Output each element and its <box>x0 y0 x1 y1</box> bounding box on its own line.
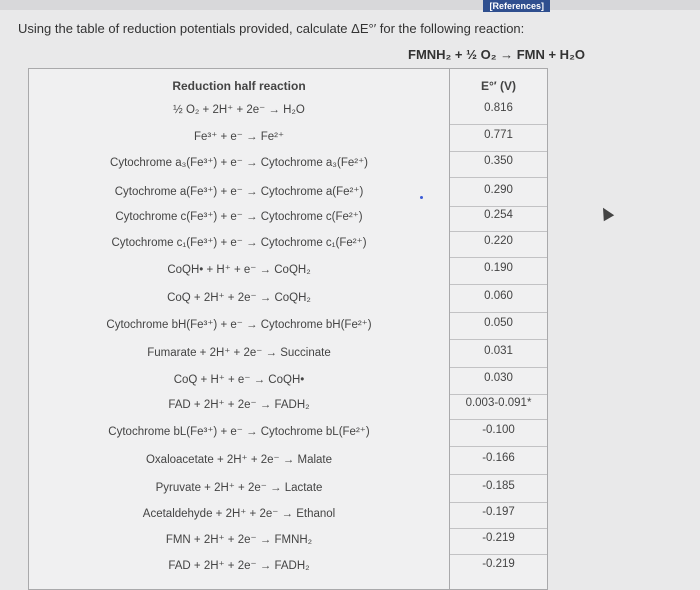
row-separator <box>450 528 547 529</box>
target-reaction: FMNH₂ + ½ O₂ → FMN + H₂O <box>408 47 585 62</box>
half-reaction-cell: FAD + 2H⁺ + 2e⁻ → FADH₂ <box>168 399 310 411</box>
row-separator <box>450 394 547 395</box>
row-separator <box>450 367 547 368</box>
table-row <box>29 558 547 580</box>
potential-cell: 0.050 <box>484 317 513 329</box>
table-row <box>29 532 547 554</box>
row-separator <box>450 257 547 258</box>
potential-cell: -0.197 <box>482 506 515 518</box>
row-separator <box>450 151 547 152</box>
row-separator <box>450 284 547 285</box>
potential-cell: 0.031 <box>484 345 513 357</box>
table-row <box>29 155 547 177</box>
row-separator <box>450 502 547 503</box>
potential-cell: 0.220 <box>484 235 513 247</box>
potential-cell: 0.003-0.091* <box>465 397 532 409</box>
potential-cell: 0.290 <box>484 184 513 196</box>
table-row <box>29 397 547 419</box>
row-separator <box>450 124 547 125</box>
potential-cell: -0.166 <box>482 452 515 464</box>
half-reaction-cell: Cytochrome bH(Fe³⁺) + e⁻ → Cytochrome bH(Fe²⁺) <box>106 319 372 331</box>
row-separator <box>450 312 547 313</box>
half-reaction-cell: Cytochrome c₁(Fe³⁺) + e⁻ → Cytochrome c₁(Fe²⁺) <box>111 237 367 249</box>
table-row <box>29 506 547 528</box>
potential-cell: 0.030 <box>484 372 513 384</box>
blue-dot <box>420 196 423 199</box>
table-row <box>29 209 547 231</box>
potential-cell: 0.190 <box>484 262 513 274</box>
table-row <box>29 129 547 151</box>
table-row <box>29 317 547 339</box>
row-separator <box>450 474 547 475</box>
potential-cell: 0.816 <box>484 102 513 114</box>
half-reaction-cell: Cytochrome bL(Fe³⁺) + e⁻ → Cytochrome bL(Fe²⁺) <box>108 426 370 438</box>
potential-cell: -0.100 <box>482 424 515 436</box>
half-reaction-cell: Oxaloacetate + 2H⁺ + 2e⁻ → Malate <box>145 454 333 466</box>
reduction-potential-table <box>28 68 548 590</box>
references-button[interactable]: [References] <box>483 0 550 12</box>
table-row <box>29 345 547 367</box>
table-row <box>29 372 547 394</box>
table-row <box>29 290 547 312</box>
table-row <box>29 452 547 474</box>
table-row <box>29 184 547 206</box>
half-reaction-cell: CoQH• + H⁺ + e⁻ → CoQH₂ <box>167 264 311 276</box>
top-bar <box>0 0 700 10</box>
row-separator <box>450 419 547 420</box>
potential-cell: 0.771 <box>484 129 513 141</box>
question-text: Using the table of reduction potentials provided, calculate ΔE°′ for the following reaction: <box>18 21 525 36</box>
potential-cell: -0.185 <box>482 480 515 492</box>
half-reaction-cell: ½ O₂ + 2H⁺ + 2e⁻ → H₂O <box>173 104 305 116</box>
table-row <box>29 480 547 502</box>
row-separator <box>450 206 547 207</box>
half-reaction-cell: Fumarate + 2H⁺ + 2e⁻ → Succinate <box>147 347 331 359</box>
row-separator <box>450 177 547 178</box>
half-reaction-cell: Cytochrome a(Fe³⁺) + e⁻ → Cytochrome a(Fe²⁺) <box>114 186 364 198</box>
header-potential: E°′ (V) <box>480 79 516 93</box>
potential-cell: -0.219 <box>482 532 515 544</box>
potential-cell: -0.219 <box>482 558 515 570</box>
half-reaction-cell: Acetaldehyde + 2H⁺ + 2e⁻ → Ethanol <box>142 508 336 520</box>
half-reaction-cell: Fe³⁺ + e⁻ → Fe²⁺ <box>193 131 285 143</box>
row-separator <box>450 339 547 340</box>
row-separator <box>450 554 547 555</box>
half-reaction-cell: FMN + 2H⁺ + 2e⁻ → FMNH₂ <box>165 534 313 546</box>
half-reaction-cell: Cytochrome c(Fe³⁺) + e⁻ → Cytochrome c(Fe²⁺) <box>115 211 363 223</box>
table-row <box>29 262 547 284</box>
table-row <box>29 424 547 446</box>
half-reaction-cell: CoQ + 2H⁺ + 2e⁻ → CoQH₂ <box>167 292 311 304</box>
mouse-cursor-icon <box>598 205 614 221</box>
half-reaction-cell: CoQ + H⁺ + e⁻ → CoQH• <box>173 374 305 386</box>
row-separator <box>450 231 547 232</box>
table-row <box>29 235 547 257</box>
potential-cell: 0.350 <box>484 155 513 167</box>
row-separator <box>450 446 547 447</box>
half-reaction-cell: Cytochrome a₃(Fe³⁺) + e⁻ → Cytochrome a₃(Fe²⁺) <box>110 157 368 169</box>
half-reaction-cell: Pyruvate + 2H⁺ + 2e⁻ → Lactate <box>155 482 323 494</box>
potential-cell: 0.060 <box>484 290 513 302</box>
potential-cell: 0.254 <box>484 209 513 221</box>
header-half-reaction: Reduction half reaction <box>172 79 306 93</box>
table-row <box>29 102 547 124</box>
half-reaction-cell: FAD + 2H⁺ + 2e⁻ → FADH₂ <box>168 560 310 572</box>
